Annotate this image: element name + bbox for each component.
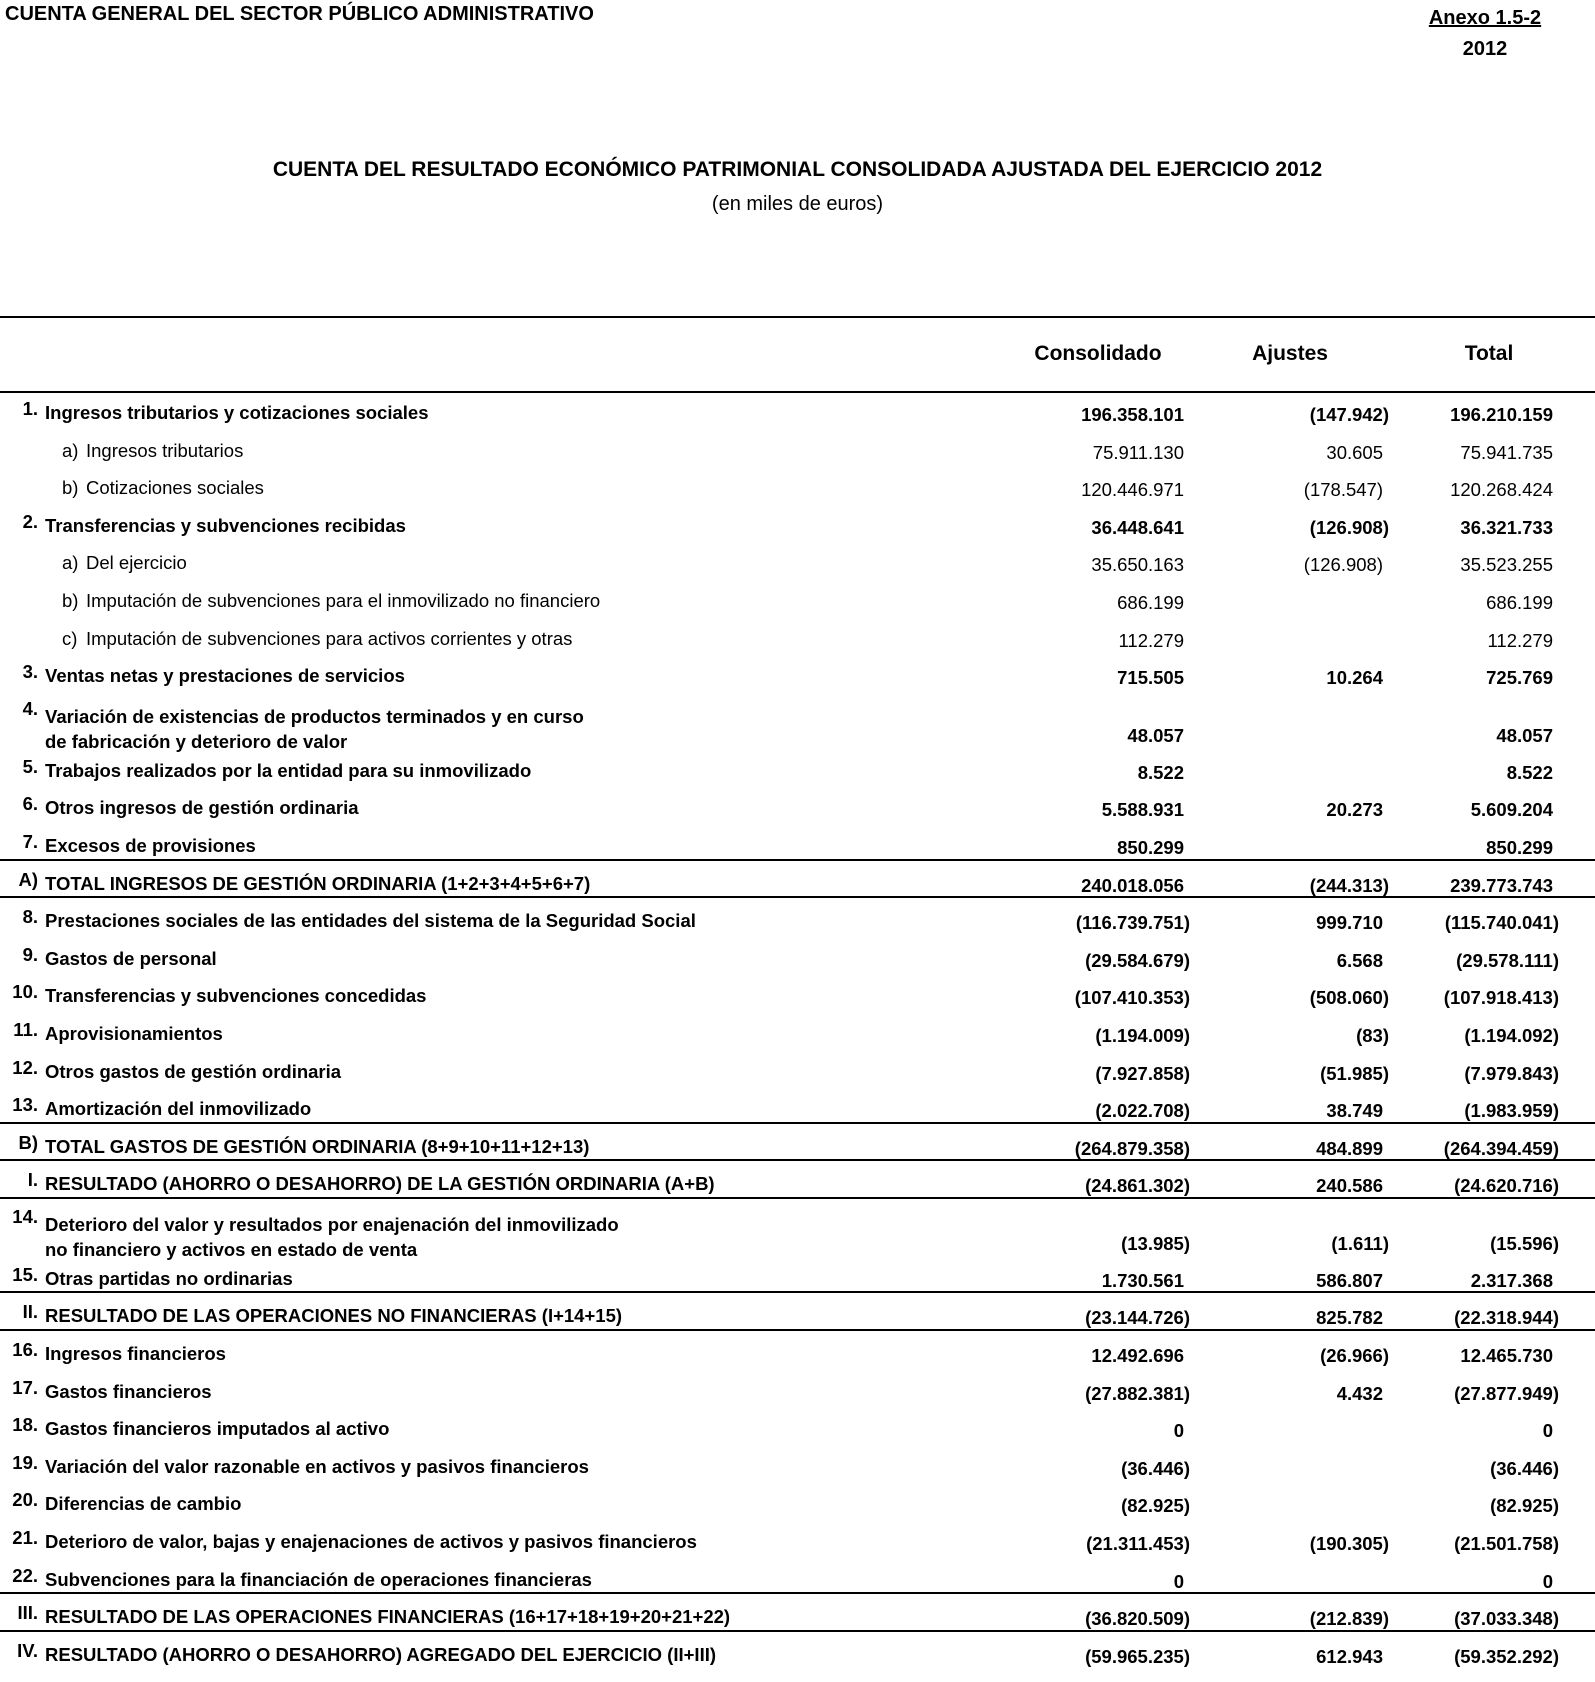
- table-row: [0, 901, 1595, 939]
- cell-ajustes: 586.807: [1316, 1269, 1383, 1291]
- row-label: [45, 1604, 730, 1629]
- table-row: [0, 1127, 1595, 1165]
- cell-consolidado: 0: [1173, 1420, 1184, 1442]
- row-label-text: RESULTADO DE LAS OPERACIONES FINANCIERAS (16+17+18+19+20+21+22): [45, 1606, 731, 1628]
- row-number: 17.: [12, 1376, 38, 1398]
- cell-total: (15.596): [1490, 1232, 1559, 1254]
- column-header-consolidado: Consolidado: [1034, 342, 1162, 365]
- row-label-text-line2: no financiero y activos en estado de venta: [45, 1238, 418, 1260]
- cell-ajustes: 825.782: [1316, 1307, 1383, 1329]
- row-label: [45, 946, 217, 971]
- row-label: [45, 1134, 589, 1159]
- cell-ajustes: (178.547): [1303, 479, 1383, 501]
- row-label-text: Otros gastos de gestión ordinaria: [45, 1060, 342, 1082]
- cell-consolidado: (82.925): [1121, 1495, 1190, 1517]
- row-label: [45, 704, 584, 754]
- annex-year: 2012: [1462, 38, 1508, 60]
- cell-consolidado: (59.965.235): [1085, 1645, 1190, 1667]
- cell-total: 239.773.743: [1450, 874, 1553, 896]
- annex-label: Anexo 1.5-2: [1428, 7, 1542, 29]
- cell-ajustes: (190.305): [1309, 1533, 1389, 1555]
- row-label-text: Otros ingresos de gestión ordinaria: [45, 797, 359, 819]
- row-label-text: Transferencias y subvenciones recibidas: [45, 514, 406, 536]
- row-label: [45, 758, 531, 783]
- row-label: [62, 626, 572, 651]
- cell-ajustes: 999.710: [1316, 912, 1383, 934]
- cell-total: (107.918.413): [1443, 987, 1559, 1009]
- row-label-text: Imputación de subvenciones para el inmovilizado no financiero: [86, 589, 601, 611]
- cell-ajustes: 612.943: [1316, 1645, 1383, 1667]
- row-label-text: Variación del valor razonable en activos y pasivos financieros: [45, 1455, 589, 1477]
- cell-total: 196.210.159: [1450, 404, 1553, 425]
- cell-ajustes: 10.264: [1326, 667, 1383, 689]
- table-row: [0, 543, 1595, 581]
- row-number: 9.: [22, 943, 38, 965]
- cell-consolidado: 48.057: [1127, 724, 1184, 746]
- row-label: [45, 908, 696, 933]
- cell-consolidado: (29.584.679): [1085, 949, 1190, 971]
- cell-total: (29.578.111): [1456, 949, 1559, 971]
- table-row: [0, 1635, 1595, 1673]
- row-label-text: Cotizaciones sociales: [86, 477, 264, 499]
- row-label: [45, 1171, 715, 1196]
- cell-total: 686.199: [1486, 591, 1553, 613]
- row-number: 6.: [22, 793, 38, 815]
- row-number: A): [18, 868, 38, 890]
- cell-ajustes: (1.611): [1331, 1232, 1389, 1254]
- table-row: [0, 976, 1595, 1014]
- cell-total: 0: [1542, 1570, 1553, 1592]
- row-label-text: Otras partidas no ordinarias: [45, 1267, 293, 1289]
- cell-total: 725.769: [1486, 667, 1553, 689]
- row-number: 18.: [12, 1414, 38, 1436]
- cell-total: 36.321.733: [1460, 516, 1553, 538]
- cell-ajustes: (212.839): [1309, 1608, 1389, 1630]
- row-number: 3.: [22, 661, 38, 683]
- document-header-title: CUENTA GENERAL DEL SECTOR PÚBLICO ADMINISTRATIVO: [5, 3, 594, 25]
- cell-ajustes: (51.985): [1320, 1062, 1389, 1084]
- cell-total: (22.318.944): [1454, 1307, 1559, 1329]
- cell-total: 112.279: [1487, 629, 1553, 651]
- row-label: [45, 1529, 697, 1554]
- cell-consolidado: (1.194.009): [1095, 1024, 1190, 1046]
- cell-consolidado: 686.199: [1117, 591, 1184, 613]
- row-label: [45, 1379, 212, 1404]
- cell-consolidado: (36.820.509): [1085, 1608, 1190, 1630]
- row-label-text-line2: de fabricación y deterioro de valor: [45, 730, 348, 752]
- cell-total: 5.609.204: [1470, 799, 1553, 821]
- cell-consolidado: (24.861.302): [1085, 1175, 1190, 1197]
- cell-ajustes: (244.313): [1309, 874, 1389, 896]
- row-label-text: Ingresos financieros: [45, 1343, 226, 1365]
- table-body: [0, 393, 1595, 1672]
- table-row: [0, 506, 1595, 544]
- row-label-text: Gastos financieros: [45, 1380, 212, 1402]
- row-number: 19.: [12, 1451, 38, 1473]
- row-number: 4.: [22, 697, 38, 719]
- row-label-text: Variación de existencias de productos terminados y en curso: [45, 705, 584, 727]
- row-label: [45, 400, 429, 425]
- row-number: 5.: [22, 755, 38, 777]
- cell-total: 12.465.730: [1460, 1345, 1553, 1367]
- table-row: [0, 1447, 1595, 1485]
- row-number: 20.: [12, 1489, 38, 1511]
- table-top-rule: [0, 316, 1595, 318]
- row-label: [45, 1416, 389, 1441]
- table-row: [0, 1372, 1595, 1410]
- row-number: III.: [17, 1602, 38, 1624]
- row-number: b): [62, 589, 79, 611]
- row-number: b): [62, 477, 79, 499]
- cell-consolidado: 0: [1173, 1570, 1184, 1592]
- table-row: [0, 393, 1595, 431]
- cell-consolidado: (264.879.358): [1074, 1137, 1190, 1159]
- cell-total: (36.446): [1490, 1457, 1559, 1479]
- row-label-text: Diferencias de cambio: [45, 1493, 242, 1515]
- cell-ajustes: (126.908): [1303, 554, 1383, 576]
- table-row: [0, 1484, 1595, 1522]
- row-label: [45, 1096, 311, 1121]
- table-row: [0, 619, 1595, 657]
- table-row: [0, 1334, 1595, 1372]
- cell-total: (7.979.843): [1464, 1062, 1559, 1084]
- row-label-text: Ventas netas y prestaciones de servicios: [45, 665, 405, 687]
- row-number: a): [62, 439, 79, 461]
- table-row: [0, 864, 1595, 902]
- row-label-text: Ingresos tributarios: [86, 439, 244, 461]
- table-row: [0, 468, 1595, 506]
- cell-total: (24.620.716): [1454, 1175, 1559, 1197]
- row-label-text: TOTAL INGRESOS DE GESTIÓN ORDINARIA (1+2+3+4+5+6+7): [45, 872, 591, 894]
- row-number: c): [62, 627, 78, 649]
- table-row: [0, 1014, 1595, 1052]
- row-label-text: Trabajos realizados por la entidad para su inmovilizado: [45, 759, 532, 781]
- row-number: 10.: [12, 981, 38, 1003]
- cell-consolidado: 36.448.641: [1091, 516, 1184, 538]
- row-label: [45, 1021, 223, 1046]
- row-label: [62, 550, 187, 575]
- row-label: [62, 438, 243, 463]
- row-label: [45, 1642, 716, 1667]
- cell-total: 2.317.368: [1470, 1269, 1553, 1291]
- row-label: [45, 1341, 226, 1366]
- row-number: IV.: [17, 1639, 38, 1661]
- cell-consolidado: 75.911.130: [1092, 441, 1184, 463]
- row-number: 1.: [22, 398, 38, 419]
- row-label-text: Gastos de personal: [45, 947, 217, 969]
- cell-ajustes: 4.432: [1336, 1382, 1383, 1404]
- row-label: [45, 1266, 293, 1291]
- table-row: [0, 1522, 1595, 1560]
- row-label-text: Del ejercicio: [86, 552, 187, 574]
- cell-consolidado: 112.279: [1118, 629, 1184, 651]
- table-row: [0, 431, 1595, 469]
- cell-consolidado: 120.446.971: [1081, 479, 1184, 501]
- row-label-text: TOTAL GASTOS DE GESTIÓN ORDINARIA (8+9+10+11+12+13): [45, 1135, 590, 1157]
- cell-ajustes: (508.060): [1309, 987, 1389, 1009]
- cell-consolidado: (21.311.453): [1086, 1533, 1190, 1555]
- cell-total: 48.057: [1496, 724, 1553, 746]
- table-row: [0, 1089, 1595, 1127]
- row-number: II.: [22, 1301, 38, 1323]
- cell-consolidado: (36.446): [1121, 1457, 1190, 1479]
- cell-ajustes: 240.586: [1316, 1175, 1383, 1197]
- row-label-text: RESULTADO (AHORRO O DESAHORRO) DE LA GESTIÓN ORDINARIA (A+B): [45, 1173, 715, 1195]
- cell-total: (1.194.092): [1464, 1024, 1559, 1046]
- row-label-text: Deterioro de valor, bajas y enajenaciones de activos y pasivos financieros: [45, 1531, 697, 1553]
- cell-total: 0: [1542, 1420, 1553, 1442]
- row-label: [62, 475, 264, 500]
- cell-total: (264.394.459): [1443, 1137, 1559, 1159]
- row-label-text: Subvenciones para la financiación de operaciones financieras: [45, 1568, 592, 1590]
- cell-consolidado: 850.299: [1117, 836, 1184, 858]
- table-row: [0, 1560, 1595, 1598]
- cell-consolidado: 715.505: [1117, 667, 1184, 689]
- row-label: [45, 983, 426, 1008]
- cell-consolidado: (27.882.381): [1085, 1382, 1190, 1404]
- row-label-text: Prestaciones sociales de las entidades del sistema de la Seguridad Social: [45, 910, 696, 932]
- cell-consolidado: (116.739.751): [1075, 912, 1190, 934]
- row-label: [45, 1059, 341, 1084]
- cell-ajustes: 6.568: [1336, 949, 1383, 971]
- row-label-text: Ingresos tributarios y cotizaciones sociales: [45, 402, 429, 423]
- cell-ajustes: 38.749: [1326, 1100, 1383, 1122]
- cell-ajustes: 20.273: [1326, 799, 1383, 821]
- row-label: [45, 1303, 622, 1328]
- row-label: [45, 795, 359, 820]
- row-number: 22.: [12, 1564, 38, 1586]
- annex-block: [1425, 3, 1545, 65]
- cell-consolidado: 240.018.056: [1081, 874, 1184, 896]
- cell-consolidado: 196.358.101: [1081, 404, 1184, 425]
- table-row: [0, 1202, 1595, 1259]
- row-label: [62, 588, 600, 613]
- row-label: [45, 871, 590, 896]
- report-title: CUENTA DEL RESULTADO ECONÓMICO PATRIMONIAL CONSOLIDADA AJUSTADA DEL EJERCICIO 2012: [272, 158, 1323, 181]
- cell-consolidado: 5.588.931: [1101, 799, 1184, 821]
- cell-total: (37.033.348): [1454, 1608, 1559, 1630]
- row-number: 12.: [12, 1056, 38, 1078]
- column-header-ajustes: Ajustes: [1252, 342, 1328, 365]
- cell-consolidado: (107.410.353): [1074, 987, 1190, 1009]
- row-label-text: RESULTADO (AHORRO O DESAHORRO) AGREGADO DEL EJERCICIO (II+III): [45, 1643, 717, 1665]
- row-number: I.: [27, 1169, 38, 1191]
- row-label-text: Imputación de subvenciones para activos corrientes y otras: [86, 627, 573, 649]
- cell-ajustes: (83): [1356, 1024, 1389, 1046]
- row-label: [45, 513, 406, 538]
- row-number: 21.: [12, 1527, 38, 1549]
- table-row: [0, 939, 1595, 977]
- cell-consolidado: (2.022.708): [1095, 1100, 1190, 1122]
- row-label: [45, 1491, 241, 1516]
- cell-consolidado: (7.927.858): [1095, 1062, 1190, 1084]
- row-label-text: RESULTADO DE LAS OPERACIONES NO FINANCIERAS (I+14+15): [45, 1305, 623, 1327]
- column-header-total: Total: [1464, 342, 1514, 365]
- cell-consolidado: 1.730.561: [1101, 1269, 1184, 1291]
- cell-ajustes: 30.605: [1326, 441, 1383, 463]
- row-label-text: Deterioro del valor y resultados por enajenación del inmovilizado: [45, 1213, 619, 1235]
- table-row: [0, 694, 1595, 751]
- cell-ajustes: (147.942): [1309, 404, 1389, 425]
- cell-ajustes: (26.966): [1320, 1345, 1389, 1367]
- row-number: 16.: [12, 1339, 38, 1361]
- cell-consolidado: 8.522: [1137, 761, 1184, 783]
- cell-total: (27.877.949): [1454, 1382, 1559, 1404]
- table-row: [0, 1409, 1595, 1447]
- table-row: [0, 751, 1595, 789]
- table-row: [0, 656, 1595, 694]
- row-label: [45, 1212, 619, 1262]
- row-label-text: Amortización del inmovilizado: [45, 1098, 312, 1120]
- row-number: 2.: [22, 510, 38, 532]
- row-label: [45, 1454, 589, 1479]
- cell-ajustes: 484.899: [1316, 1137, 1383, 1159]
- table-row: [0, 1259, 1595, 1297]
- cell-total: (59.352.292): [1454, 1645, 1559, 1667]
- cell-consolidado: 35.650.163: [1091, 554, 1184, 576]
- row-label: [45, 1567, 592, 1592]
- row-number: 15.: [12, 1263, 38, 1285]
- row-number: B): [18, 1131, 38, 1153]
- row-label: [45, 833, 256, 858]
- table-row: [0, 1296, 1595, 1334]
- cell-total: (21.501.758): [1454, 1533, 1559, 1555]
- row-label-text: Aprovisionamientos: [45, 1022, 223, 1044]
- row-number: a): [62, 552, 79, 574]
- row-number: 11.: [13, 1018, 38, 1040]
- row-label-text: Excesos de provisiones: [45, 834, 256, 856]
- row-number: 8.: [22, 906, 38, 928]
- cell-total: (82.925): [1490, 1495, 1559, 1517]
- row-label-text: Transferencias y subvenciones concedidas: [45, 985, 427, 1007]
- cell-ajustes: (126.908): [1309, 516, 1389, 538]
- row-number: 7.: [22, 830, 38, 852]
- row-number: 14.: [12, 1205, 38, 1227]
- cell-total: 75.941.735: [1460, 441, 1553, 463]
- table-row: [0, 581, 1595, 619]
- row-number: 13.: [12, 1094, 38, 1116]
- table-row: [0, 788, 1595, 826]
- cell-consolidado: (23.144.726): [1085, 1307, 1190, 1329]
- row-label: [45, 663, 405, 688]
- cell-total: 120.268.424: [1450, 479, 1553, 501]
- cell-total: 850.299: [1486, 836, 1553, 858]
- cell-total: 35.523.255: [1460, 554, 1553, 576]
- cell-consolidado: 12.492.696: [1091, 1345, 1184, 1367]
- row-label-text: Gastos financieros imputados al activo: [45, 1418, 390, 1440]
- cell-total: (115.740.041): [1444, 912, 1559, 934]
- cell-total: 8.522: [1506, 761, 1553, 783]
- table-row: [0, 1164, 1595, 1202]
- table-row: [0, 826, 1595, 864]
- cell-consolidado: (13.985): [1121, 1232, 1190, 1254]
- table-row: [0, 1597, 1595, 1635]
- report-subtitle: (en miles de euros): [711, 193, 884, 215]
- table-row: [0, 1052, 1595, 1090]
- cell-total: (1.983.959): [1464, 1100, 1559, 1122]
